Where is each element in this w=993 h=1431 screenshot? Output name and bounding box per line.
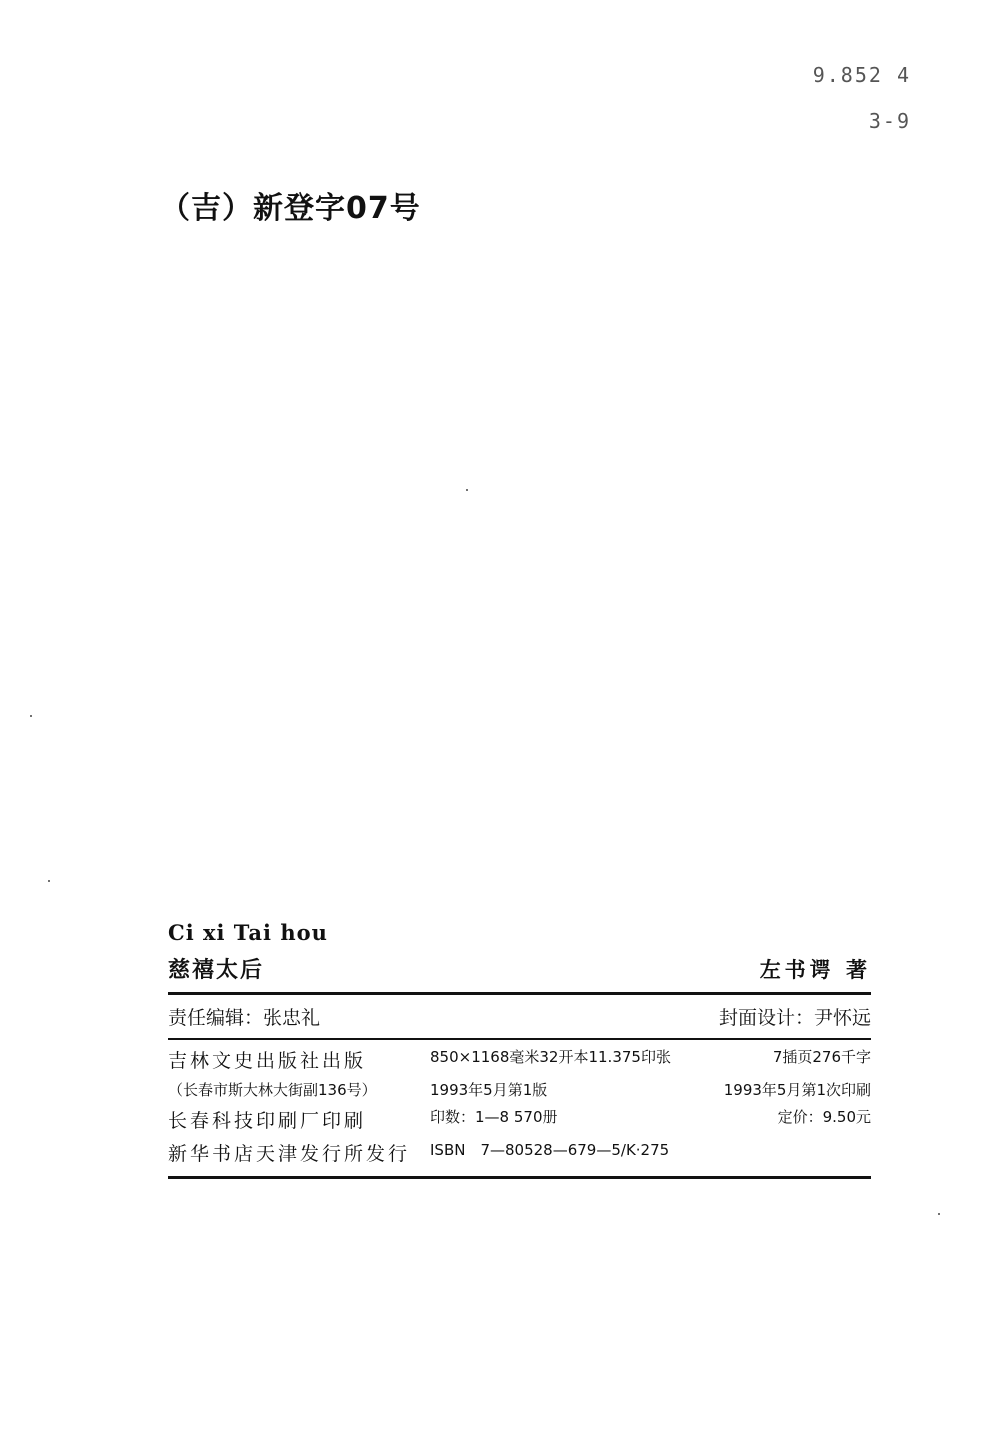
format-size: 850×1168毫米32开本11.375印张 [430,1048,671,1066]
credits-row [168,1003,871,1030]
plates-wordcount: 7插页276千字 [772,1048,871,1066]
stamp-line-2: 3-9 [868,109,911,133]
pinyin-title: Ci xi Tai hou [168,920,328,945]
print-run-info [430,1106,871,1133]
publication-details [168,1046,871,1166]
responsible-editor: 责任编辑：张忠礼 [168,1007,321,1029]
rule-top [168,992,871,995]
library-stamp [813,52,911,144]
edition: 1993年5月第1版 [430,1081,548,1099]
isbn: ISBN 7—80528—679—5/K·275 [430,1141,670,1159]
publisher: 吉林文史出版社出版 [168,1050,367,1072]
registration-number: （吉）新登字07号 [160,191,421,226]
print-speck [48,880,50,882]
edition-info [430,1079,871,1100]
print-run: 印数：1—8 570册 [430,1108,558,1126]
cover-designer: 封面设计：尹怀远 [718,1007,871,1029]
printer: 长春科技印刷厂印刷 [168,1110,367,1132]
isbn-info [430,1139,871,1166]
rule-middle [168,1038,871,1040]
author: 左书谔 著 [759,958,871,982]
distributor: 新华书店天津发行所发行 [168,1143,411,1165]
stamp-line-1: 9.852 4 [812,63,911,87]
print-speck [30,715,32,717]
printing: 1993年5月第1次印刷 [723,1081,871,1099]
print-speck [938,1213,940,1215]
print-speck [466,489,468,491]
rule-bottom [168,1176,871,1179]
title-row [168,953,871,984]
price: 定价：9.50元 [777,1108,871,1126]
book-title: 慈禧太后 [168,958,265,983]
publisher-address: （长春市斯大林大街副136号） [168,1081,377,1099]
format-info [430,1046,871,1073]
colophon-block [168,920,871,1179]
